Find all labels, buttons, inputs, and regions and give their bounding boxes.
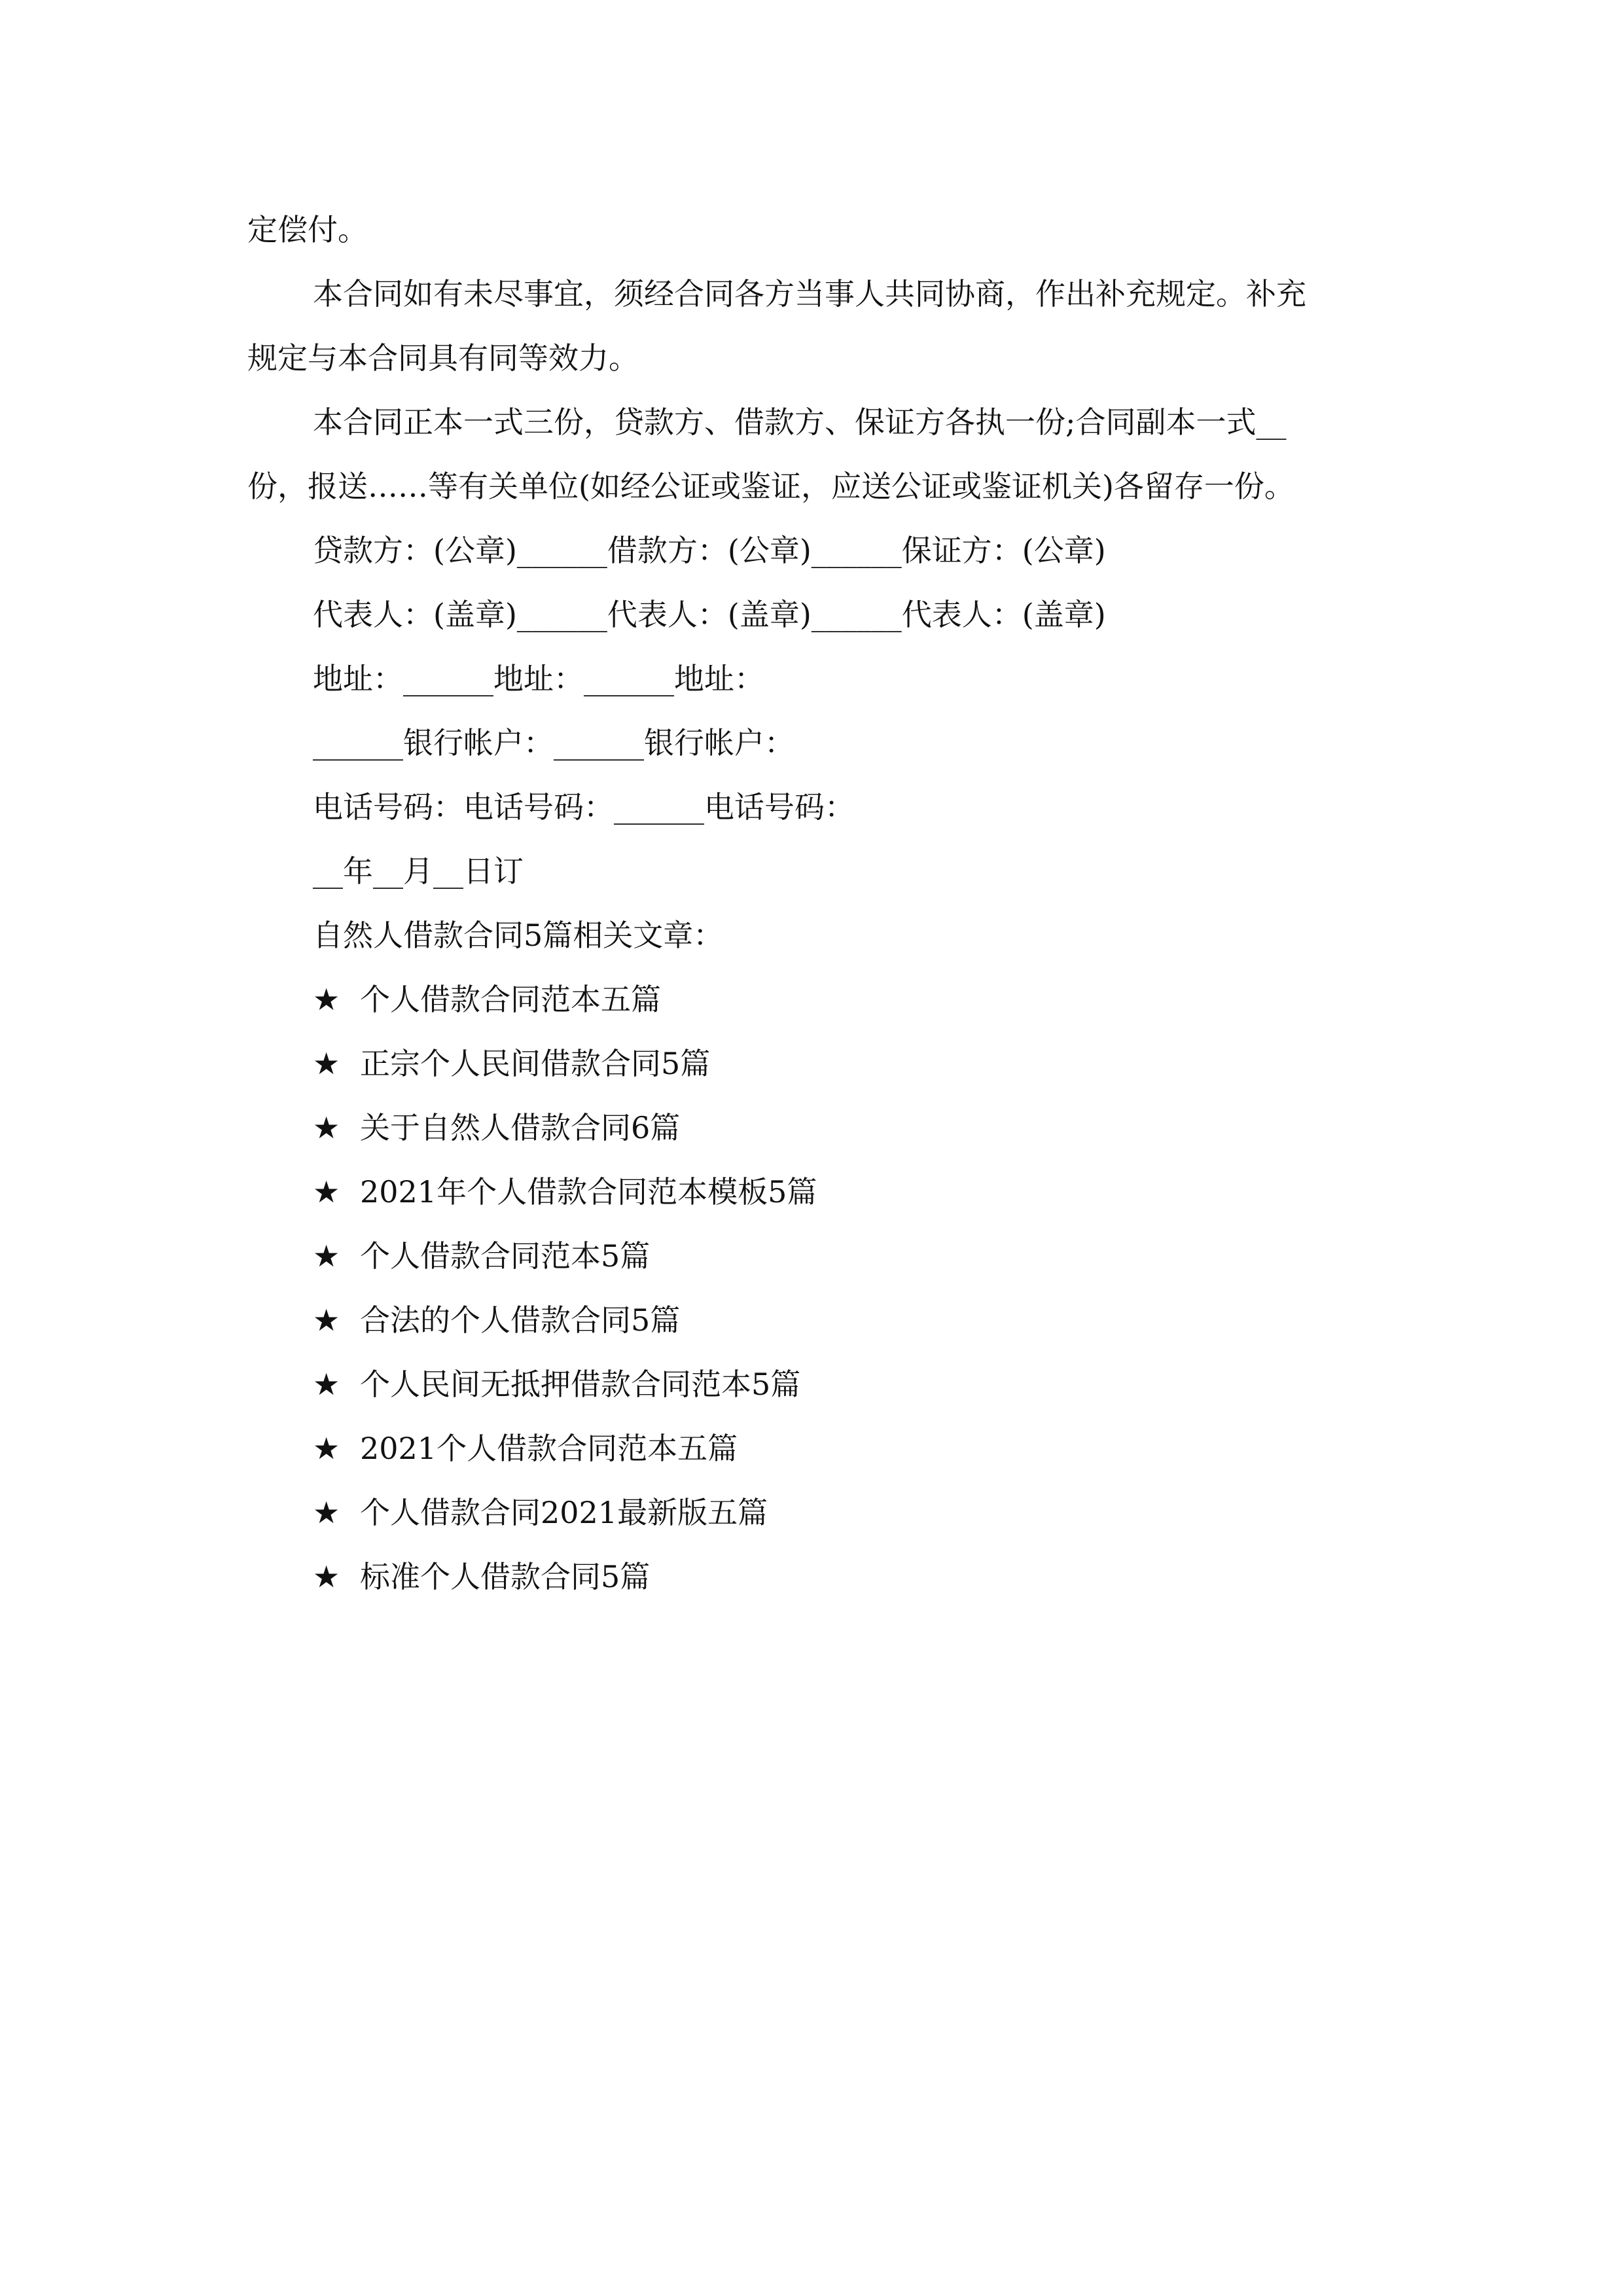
copies-clause-line-2: 份，报送……等有关单位(如经公证或鉴证，应送公证或鉴证机关)各留存一份。 (247, 469, 1294, 504)
related-article-link[interactable] (247, 1031, 1400, 1096)
signature-bank-account-line: ______银行帐户：______银行帐户： (313, 725, 794, 761)
star-icon: ★ (313, 1431, 340, 1466)
signature-phone-line: 电话号码：电话号码：______电话号码： (313, 789, 855, 825)
related-article-title[interactable]: 2021年个人借款合同范本模板5篇 (360, 1174, 817, 1210)
star-icon: ★ (313, 1495, 340, 1530)
related-article-link[interactable] (247, 1096, 1400, 1160)
related-article-title[interactable]: 个人借款合同范本五篇 (360, 982, 661, 1017)
star-icon: ★ (313, 1174, 340, 1210)
document-body (247, 198, 1400, 1609)
supplementary-clause-line-1: 本合同如有未尽事宜，须经合同各方当事人共同协商，作出补充规定。补充 (313, 276, 1306, 312)
related-article-link[interactable] (247, 1480, 1400, 1545)
copies-clause-line-1: 本合同正本一式三份，贷款方、借款方、保证方各执一份;合同副本一式__ (313, 404, 1287, 440)
related-article-title[interactable]: 个人借款合同范本5篇 (360, 1238, 651, 1274)
related-article-title[interactable]: 个人民间无抵押借款合同范本5篇 (360, 1367, 801, 1402)
related-article-title[interactable]: 标准个人借款合同5篇 (360, 1559, 651, 1594)
related-article-link[interactable] (247, 967, 1400, 1031)
supplementary-clause-line-2: 规定与本合同具有同等效力。 (247, 340, 639, 376)
star-icon: ★ (313, 1110, 340, 1145)
star-icon: ★ (313, 1367, 340, 1402)
signing-date-line: __年__月__日订 (313, 853, 524, 889)
signature-address-line: 地址：______地址：______地址： (313, 661, 764, 696)
star-icon: ★ (313, 1238, 340, 1274)
related-articles-list (247, 967, 1400, 1609)
related-article-title[interactable]: 合法的个人借款合同5篇 (360, 1302, 681, 1338)
related-article-link[interactable] (247, 1352, 1400, 1416)
related-article-link[interactable] (247, 1288, 1400, 1352)
signature-representatives-line: 代表人：(盖章)______代表人：(盖章)______代表人：(盖章) (313, 597, 1106, 632)
related-article-link[interactable] (247, 1224, 1400, 1288)
signature-parties-line: 贷款方：(公章)______借款方：(公章)______保证方：(公章) (313, 533, 1106, 568)
related-article-title[interactable]: 关于自然人借款合同6篇 (360, 1110, 681, 1145)
related-article-link[interactable] (247, 1545, 1400, 1609)
related-articles-heading: 自然人借款合同5篇相关文章： (313, 918, 724, 953)
star-icon: ★ (313, 982, 340, 1017)
related-article-title[interactable]: 个人借款合同2021最新版五篇 (360, 1495, 768, 1530)
star-icon: ★ (313, 1302, 340, 1338)
star-icon: ★ (313, 1559, 340, 1594)
related-article-link[interactable] (247, 1160, 1400, 1224)
related-article-title[interactable]: 2021个人借款合同范本五篇 (360, 1431, 738, 1466)
related-article-title[interactable]: 正宗个人民间借款合同5篇 (360, 1046, 711, 1081)
related-article-link[interactable] (247, 1416, 1400, 1480)
star-icon: ★ (313, 1046, 340, 1081)
paragraph-continuation: 定偿付。 (247, 212, 368, 247)
